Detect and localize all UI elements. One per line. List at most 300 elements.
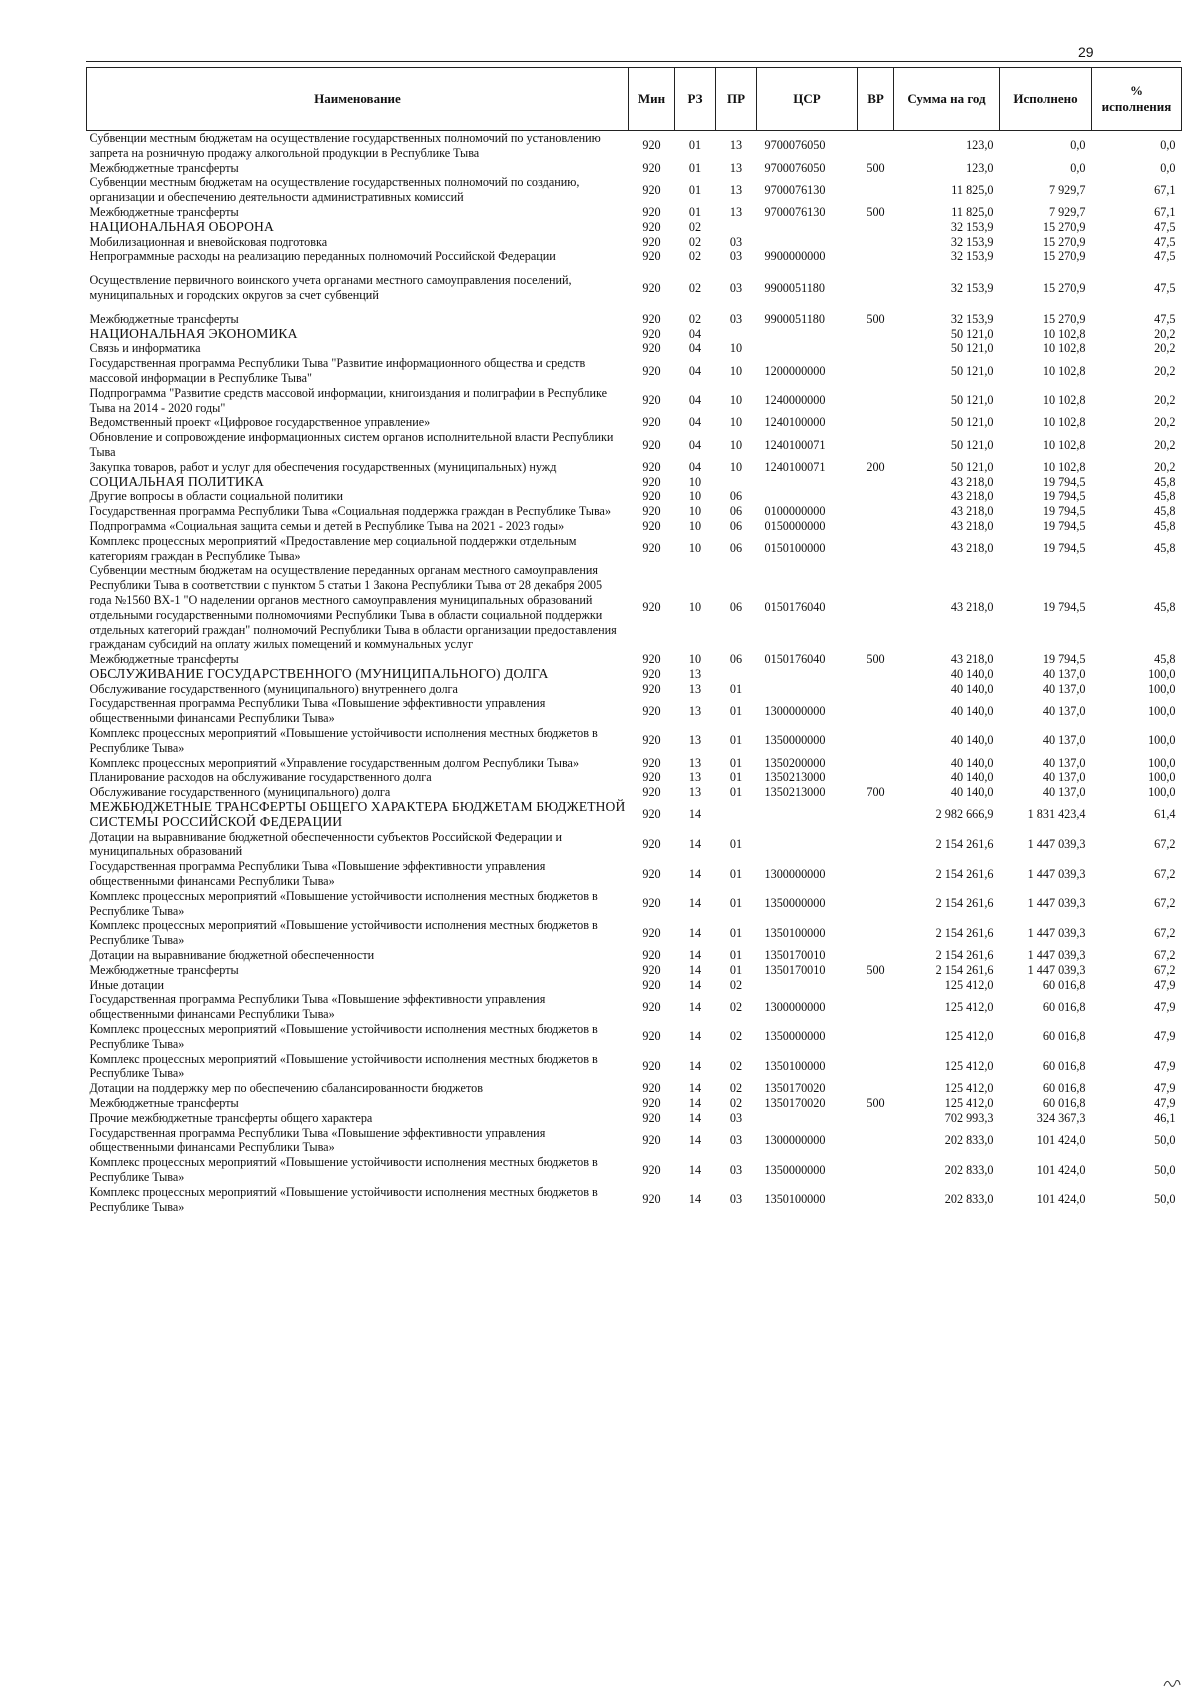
cell-name: Непрограммные расходы на реализацию переданных полномочий Российской Федерации xyxy=(89,249,556,264)
cell-min: 920 xyxy=(642,474,661,489)
cell-done: 15 270,9 xyxy=(1042,280,1086,295)
cell-min: 920 xyxy=(642,785,661,800)
cell-name: Комплекс процессных мероприятий «Повышение устойчивости исполнения местных бюджетов в Республике Тыва» xyxy=(89,1155,598,1184)
cell-sum: 2 154 261,6 xyxy=(935,837,994,852)
cell-min: 920 xyxy=(642,459,661,474)
cell-rz: 10 xyxy=(688,474,702,489)
cell-csr xyxy=(757,682,858,697)
cell-vr xyxy=(858,948,894,963)
table-row xyxy=(87,205,1182,220)
budget-table xyxy=(86,67,1182,1214)
cell-name: Комплекс процессных мероприятий «Предоставление мер социальной поддержки отдельным категориям граждан в Республике Тыва» xyxy=(89,533,577,563)
cell-sum: 2 154 261,6 xyxy=(935,962,994,977)
cell-rz: 14 xyxy=(688,1192,702,1207)
cell-done: 1 447 039,3 xyxy=(1027,962,1086,977)
cell-pr: 02 xyxy=(729,1081,743,1096)
cell-sum: 43 218,0 xyxy=(950,600,994,615)
cell-rz: 14 xyxy=(688,1081,702,1096)
cell-rz: 13 xyxy=(688,785,702,800)
cell-csr: 1350170020 xyxy=(764,1081,826,1096)
cell-pct: 45,8 xyxy=(1154,600,1176,615)
cell-csr: 1350000000 xyxy=(764,896,826,911)
cell-name: Закупка товаров, работ и услуг для обеспечения государственных (муниципальных) нужд xyxy=(89,459,557,474)
cell-csr: 1300000000 xyxy=(764,866,826,881)
cell-done: 60 016,8 xyxy=(1042,1029,1086,1044)
cell-min: 920 xyxy=(642,807,661,822)
cell-pr: 10 xyxy=(729,341,743,356)
cell-pct: 100,0 xyxy=(1148,755,1176,770)
cell-pr: 01 xyxy=(729,681,743,696)
cell-pct: 67,2 xyxy=(1154,948,1176,963)
cell-vr xyxy=(858,504,894,519)
cell-sum: 50 121,0 xyxy=(950,415,994,430)
cell-min: 920 xyxy=(642,925,661,940)
cell-sum: 32 153,9 xyxy=(950,280,994,295)
cell-name: Государственная программа Республики Тыва «Повышение эффективности управления общественными финансами Республики Тыва» xyxy=(89,992,546,1022)
cell-csr: 1350100000 xyxy=(764,1059,826,1073)
cell-csr: 1350170010 xyxy=(764,962,826,977)
cell-rz: 02 xyxy=(688,234,702,249)
cell-pct: 100,0 xyxy=(1148,703,1176,718)
cell-vr xyxy=(858,1185,894,1215)
cell-sum: 202 833,0 xyxy=(944,1162,994,1177)
table-row xyxy=(87,889,1182,919)
cell-sum: 43 218,0 xyxy=(950,541,994,556)
cell-done: 60 016,8 xyxy=(1042,977,1086,992)
table-row xyxy=(87,504,1182,519)
cell-rz: 14 xyxy=(688,977,702,992)
cell-name: Комплекс процессных мероприятий «Повышение устойчивости исполнения местных бюджетов в Республике Тыва» xyxy=(89,888,598,918)
cell-sum: 50 121,0 xyxy=(950,341,994,356)
cell-vr xyxy=(858,249,894,264)
header-rz: РЗ xyxy=(675,68,716,131)
cell-done: 10 102,8 xyxy=(1042,326,1086,341)
cell-sum: 50 121,0 xyxy=(950,393,994,408)
cell-sum: 50 121,0 xyxy=(950,459,994,474)
table-row xyxy=(87,563,1182,652)
cell-min: 920 xyxy=(642,652,661,667)
cell-sum: 123,0 xyxy=(966,138,994,153)
cell-rz: 14 xyxy=(688,925,702,940)
cell-vr xyxy=(858,430,894,460)
cell-rz: 14 xyxy=(688,1059,702,1073)
cell-rz: 01 xyxy=(688,138,702,153)
table-row xyxy=(87,1185,1182,1215)
cell-pr: 13 xyxy=(729,160,743,175)
cell-csr: 1300000000 xyxy=(764,1132,826,1147)
cell-pct: 20,2 xyxy=(1154,363,1176,378)
cell-done: 1 447 039,3 xyxy=(1027,866,1086,881)
cell-pct: 100,0 xyxy=(1148,770,1176,785)
cell-min: 920 xyxy=(642,755,661,770)
table-row xyxy=(87,131,1182,161)
cell-vr xyxy=(858,1126,894,1156)
cell-min: 920 xyxy=(642,518,661,533)
cell-sum: 40 140,0 xyxy=(950,666,994,681)
cell-pct: 45,8 xyxy=(1154,474,1176,489)
cell-done: 60 016,8 xyxy=(1042,1059,1086,1073)
cell-csr xyxy=(757,978,858,993)
cell-sum: 43 218,0 xyxy=(950,504,994,519)
cell-pr: 01 xyxy=(729,770,743,785)
cell-sum: 11 825,0 xyxy=(951,204,994,219)
cell-pct: 47,9 xyxy=(1154,977,1176,992)
cell-sum: 11 825,0 xyxy=(951,182,994,197)
cell-vr xyxy=(858,667,894,682)
cell-done: 101 424,0 xyxy=(1036,1192,1086,1207)
cell-pr: 06 xyxy=(729,489,743,504)
cell-csr: 1240100071 xyxy=(764,437,826,452)
cell-name: Комплекс процессных мероприятий «Повышение устойчивости исполнения местных бюджетов в Республике Тыва» xyxy=(89,1051,598,1081)
cell-pct: 0,0 xyxy=(1160,138,1176,153)
cell-vr xyxy=(858,341,894,356)
cell-min: 920 xyxy=(642,437,661,452)
cell-rz: 04 xyxy=(688,363,702,378)
cell-pr: 10 xyxy=(729,415,743,430)
cell-pct: 45,8 xyxy=(1154,489,1176,504)
cell-done: 10 102,8 xyxy=(1042,393,1086,408)
cell-csr: 0150000000 xyxy=(764,518,826,533)
cell-vr xyxy=(858,563,894,652)
header-csr: ЦСР xyxy=(757,68,858,131)
cell-csr: 1350213000 xyxy=(764,770,826,785)
table-row xyxy=(87,220,1182,235)
cell-pr: 03 xyxy=(729,1192,743,1207)
cell-pct: 67,2 xyxy=(1154,925,1176,940)
cell-vr xyxy=(858,1081,894,1096)
cell-min: 920 xyxy=(642,999,661,1014)
cell-vr xyxy=(858,1111,894,1126)
table-row xyxy=(87,726,1182,756)
cell-pct: 67,2 xyxy=(1154,896,1176,911)
table-row xyxy=(87,830,1182,860)
table-row xyxy=(87,386,1182,416)
cell-pct: 45,8 xyxy=(1154,541,1176,556)
cell-sum: 43 218,0 xyxy=(950,652,994,667)
cell-pr: 06 xyxy=(729,541,743,556)
cell-name: НАЦИОНАЛЬНАЯ ЭКОНОМИКА xyxy=(89,325,298,341)
cell-csr: 1350000000 xyxy=(764,733,826,748)
header-pr: ПР xyxy=(716,68,757,131)
cell-pct: 20,2 xyxy=(1154,437,1176,452)
cell-vr: 500 xyxy=(866,160,885,175)
cell-csr: 9700076050 xyxy=(764,160,826,175)
cell-csr xyxy=(757,667,858,682)
cell-done: 15 270,9 xyxy=(1042,219,1086,234)
cell-sum: 40 140,0 xyxy=(950,703,994,718)
cell-csr: 1350170020 xyxy=(764,1096,826,1110)
table-row xyxy=(87,264,1182,312)
cell-vr xyxy=(858,859,894,889)
cell-rz: 01 xyxy=(688,204,702,219)
cell-min: 920 xyxy=(642,1192,661,1207)
cell-rz: 14 xyxy=(688,962,702,977)
cell-rz: 10 xyxy=(688,504,702,519)
cell-csr: 0150176040 xyxy=(764,600,826,615)
cell-min: 920 xyxy=(642,311,661,326)
cell-pct: 100,0 xyxy=(1148,681,1176,696)
cell-rz: 13 xyxy=(688,755,702,770)
cell-done: 40 137,0 xyxy=(1042,770,1086,785)
cell-csr: 1240100071 xyxy=(764,459,826,474)
cell-vr xyxy=(858,800,894,830)
cell-csr xyxy=(757,489,858,504)
cell-pr: 10 xyxy=(729,393,743,408)
cell-min: 920 xyxy=(642,504,661,519)
cell-rz: 10 xyxy=(688,489,702,504)
cell-done: 40 137,0 xyxy=(1042,703,1086,718)
cell-name: Государственная программа Республики Тыва "Развитие информационного общества и средств массовой информации в Республике Тыва" xyxy=(89,356,586,385)
cell-name: Межбюджетные трансферты xyxy=(89,204,239,219)
cell-csr: 1350100000 xyxy=(764,1192,826,1207)
cell-vr xyxy=(858,756,894,771)
cell-rz: 14 xyxy=(688,807,702,822)
cell-min: 920 xyxy=(642,703,661,718)
cell-done: 19 794,5 xyxy=(1042,541,1086,556)
cell-done: 1 447 039,3 xyxy=(1027,925,1086,940)
table-row xyxy=(87,1022,1182,1052)
cell-pct: 45,8 xyxy=(1154,652,1176,667)
cell-csr: 0150100000 xyxy=(764,541,826,556)
cell-sum: 40 140,0 xyxy=(950,785,994,800)
cell-pct: 100,0 xyxy=(1148,785,1176,800)
table-row xyxy=(87,1052,1182,1082)
table-row xyxy=(87,1155,1182,1185)
cell-pct: 47,5 xyxy=(1154,311,1176,326)
cell-pct: 50,0 xyxy=(1154,1162,1176,1177)
cell-rz: 14 xyxy=(688,999,702,1014)
cell-pct: 47,9 xyxy=(1154,1096,1176,1110)
table-header-row xyxy=(87,68,1182,131)
cell-pr: 02 xyxy=(729,1059,743,1073)
cell-done: 60 016,8 xyxy=(1042,999,1086,1014)
cell-csr xyxy=(757,220,858,235)
cell-name: ОБСЛУЖИВАНИЕ ГОСУДАРСТВЕННОГО (МУНИЦИПАЛЬНОГО) ДОЛГА xyxy=(89,665,549,681)
cell-vr xyxy=(858,918,894,948)
cell-sum: 2 982 666,9 xyxy=(935,807,994,822)
cell-min: 920 xyxy=(642,666,661,681)
cell-min: 920 xyxy=(642,341,661,356)
cell-pr: 06 xyxy=(729,518,743,533)
cell-pct: 45,8 xyxy=(1154,518,1176,533)
cell-name: Дотации на выравнивание бюджетной обеспеченности xyxy=(89,948,375,963)
cell-name: Мобилизационная и вневойсковая подготовка xyxy=(89,234,328,249)
cell-pr: 03 xyxy=(729,234,743,249)
cell-csr: 1350170010 xyxy=(764,948,826,963)
cell-name: Государственная программа Республики Тыва «Повышение эффективности управления общественными финансами Республики Тыва» xyxy=(89,696,546,726)
cell-sum: 32 153,9 xyxy=(950,219,994,234)
cell-min: 920 xyxy=(642,948,661,963)
cell-name: Межбюджетные трансферты xyxy=(89,1096,239,1110)
cell-pr: 01 xyxy=(729,733,743,748)
cell-done: 10 102,8 xyxy=(1042,341,1086,356)
cell-sum: 2 154 261,6 xyxy=(935,896,994,911)
cell-name: Комплекс процессных мероприятий «Повышение устойчивости исполнения местных бюджетов в Республике Тыва» xyxy=(89,1184,598,1214)
cell-rz: 04 xyxy=(688,341,702,356)
cell-pct: 67,2 xyxy=(1154,837,1176,852)
table-row xyxy=(87,652,1182,667)
cell-rz: 13 xyxy=(688,666,702,681)
cell-sum: 40 140,0 xyxy=(950,755,994,770)
cell-name: Другие вопросы в области социальной политики xyxy=(89,489,344,504)
cell-pr: 13 xyxy=(729,182,743,197)
cell-vr: 500 xyxy=(866,962,885,977)
cell-vr xyxy=(858,175,894,205)
cell-rz: 13 xyxy=(688,770,702,785)
cell-name: Межбюджетные трансферты xyxy=(89,962,239,977)
cell-min: 920 xyxy=(642,204,661,219)
cell-rz: 04 xyxy=(688,459,702,474)
cell-csr: 1200000000 xyxy=(764,363,826,378)
cell-pr: 03 xyxy=(729,1110,743,1125)
cell-sum: 50 121,0 xyxy=(950,437,994,452)
cell-rz: 04 xyxy=(688,393,702,408)
cell-sum: 50 121,0 xyxy=(950,363,994,378)
cell-rz: 14 xyxy=(688,1110,702,1125)
cell-rz: 04 xyxy=(688,326,702,341)
table-row xyxy=(87,460,1182,475)
cell-pct: 67,1 xyxy=(1154,182,1176,197)
cell-vr xyxy=(858,992,894,1022)
cell-rz: 10 xyxy=(688,518,702,533)
cell-vr xyxy=(858,726,894,756)
cell-done: 19 794,5 xyxy=(1042,474,1086,489)
cell-name: Государственная программа Республики Тыва «Социальная поддержка граждан в Республике Тыва» xyxy=(89,504,612,519)
cell-done: 0,0 xyxy=(1070,160,1086,175)
page-number: 29 xyxy=(1078,44,1094,60)
cell-csr: 9900051180 xyxy=(764,280,825,295)
cell-done: 15 270,9 xyxy=(1042,311,1086,326)
cell-rz: 14 xyxy=(688,1132,702,1147)
table-row xyxy=(87,341,1182,356)
cell-rz: 14 xyxy=(688,866,702,881)
cell-sum: 40 140,0 xyxy=(950,770,994,785)
table-row xyxy=(87,430,1182,460)
cell-name: СОЦИАЛЬНАЯ ПОЛИТИКА xyxy=(89,473,264,489)
cell-pr: 13 xyxy=(729,138,743,153)
cell-vr xyxy=(858,1052,894,1082)
table-row xyxy=(87,696,1182,726)
cell-vr xyxy=(858,889,894,919)
table-row xyxy=(87,770,1182,785)
cell-min: 920 xyxy=(642,837,661,852)
cell-vr xyxy=(858,327,894,342)
cell-pct: 20,2 xyxy=(1154,326,1176,341)
cell-min: 920 xyxy=(642,1059,661,1073)
cell-pr: 02 xyxy=(729,999,743,1014)
cell-sum: 2 154 261,6 xyxy=(935,925,994,940)
cell-done: 19 794,5 xyxy=(1042,504,1086,519)
cell-pr: 01 xyxy=(729,703,743,718)
cell-min: 920 xyxy=(642,234,661,249)
cell-vr xyxy=(858,415,894,430)
cell-vr: 700 xyxy=(866,785,885,800)
cell-min: 920 xyxy=(642,326,661,341)
cell-pr: 06 xyxy=(729,652,743,667)
cell-pct: 20,2 xyxy=(1154,341,1176,356)
cell-min: 920 xyxy=(642,138,661,153)
table-row xyxy=(87,312,1182,327)
cell-pct: 100,0 xyxy=(1148,666,1176,681)
cell-pr: 02 xyxy=(729,977,743,992)
cell-csr: 0150176040 xyxy=(764,652,826,667)
table-row xyxy=(87,756,1182,771)
cell-done: 60 016,8 xyxy=(1042,1096,1086,1110)
cell-rz: 01 xyxy=(688,182,702,197)
cell-sum: 2 154 261,6 xyxy=(935,948,994,963)
cell-pct: 67,2 xyxy=(1154,962,1176,977)
cell-pr: 02 xyxy=(729,1096,743,1110)
cell-rz: 14 xyxy=(688,896,702,911)
cell-sum: 125 412,0 xyxy=(944,1081,994,1096)
cell-sum: 50 121,0 xyxy=(950,326,994,341)
cell-csr: 1300000000 xyxy=(764,999,826,1014)
cell-name: Государственная программа Республики Тыва «Повышение эффективности управления общественными финансами Республики Тыва» xyxy=(89,1125,546,1155)
table-row xyxy=(87,992,1182,1022)
cell-sum: 125 412,0 xyxy=(944,999,994,1014)
cell-done: 7 929,7 xyxy=(1048,182,1086,197)
table-row xyxy=(87,534,1182,564)
cell-rz: 13 xyxy=(688,703,702,718)
cell-pr xyxy=(716,327,757,342)
cell-csr: 1350200000 xyxy=(764,755,826,770)
cell-min: 920 xyxy=(642,733,661,748)
cell-pct: 20,2 xyxy=(1154,459,1176,474)
cell-rz: 02 xyxy=(688,249,702,264)
cell-pct: 0,0 xyxy=(1160,160,1176,175)
cell-name: Связь и информатика xyxy=(89,341,201,356)
cell-csr: 1350213000 xyxy=(764,785,826,800)
cell-vr xyxy=(858,1155,894,1185)
cell-rz: 14 xyxy=(688,948,702,963)
cell-name: Обслуживание государственного (муниципального) долга xyxy=(89,785,391,800)
cell-done: 40 137,0 xyxy=(1042,755,1086,770)
cell-csr xyxy=(757,800,858,830)
cell-done: 19 794,5 xyxy=(1042,489,1086,504)
cell-pr: 02 xyxy=(729,1029,743,1044)
cell-name: Межбюджетные трансферты xyxy=(89,652,239,667)
cell-vr xyxy=(858,356,894,386)
cell-vr: 200 xyxy=(866,459,885,474)
cell-rz: 02 xyxy=(688,280,702,295)
cell-sum: 43 218,0 xyxy=(950,474,994,489)
cell-pr: 06 xyxy=(729,600,743,615)
table-row xyxy=(87,175,1182,205)
cell-pct: 47,5 xyxy=(1154,219,1176,234)
cell-rz: 14 xyxy=(688,1029,702,1044)
cell-vr: 500 xyxy=(866,1096,885,1110)
cell-vr xyxy=(858,386,894,416)
cell-pr: 01 xyxy=(729,925,743,940)
cell-vr xyxy=(858,830,894,860)
cell-sum: 123,0 xyxy=(966,160,994,175)
cell-rz: 10 xyxy=(688,541,702,556)
cell-pr: 10 xyxy=(729,363,743,378)
cell-vr xyxy=(858,534,894,564)
cell-sum: 40 140,0 xyxy=(950,681,994,696)
cell-vr xyxy=(858,978,894,993)
cell-min: 920 xyxy=(642,1081,661,1096)
cell-rz: 14 xyxy=(688,837,702,852)
table-row xyxy=(87,1111,1182,1126)
cell-pct: 61,4 xyxy=(1154,807,1176,822)
cell-min: 920 xyxy=(642,219,661,234)
table-row xyxy=(87,978,1182,993)
cell-sum: 32 153,9 xyxy=(950,311,994,326)
cell-sum: 40 140,0 xyxy=(950,733,994,748)
cell-pct: 20,2 xyxy=(1154,393,1176,408)
cell-pr: 03 xyxy=(729,1132,743,1147)
